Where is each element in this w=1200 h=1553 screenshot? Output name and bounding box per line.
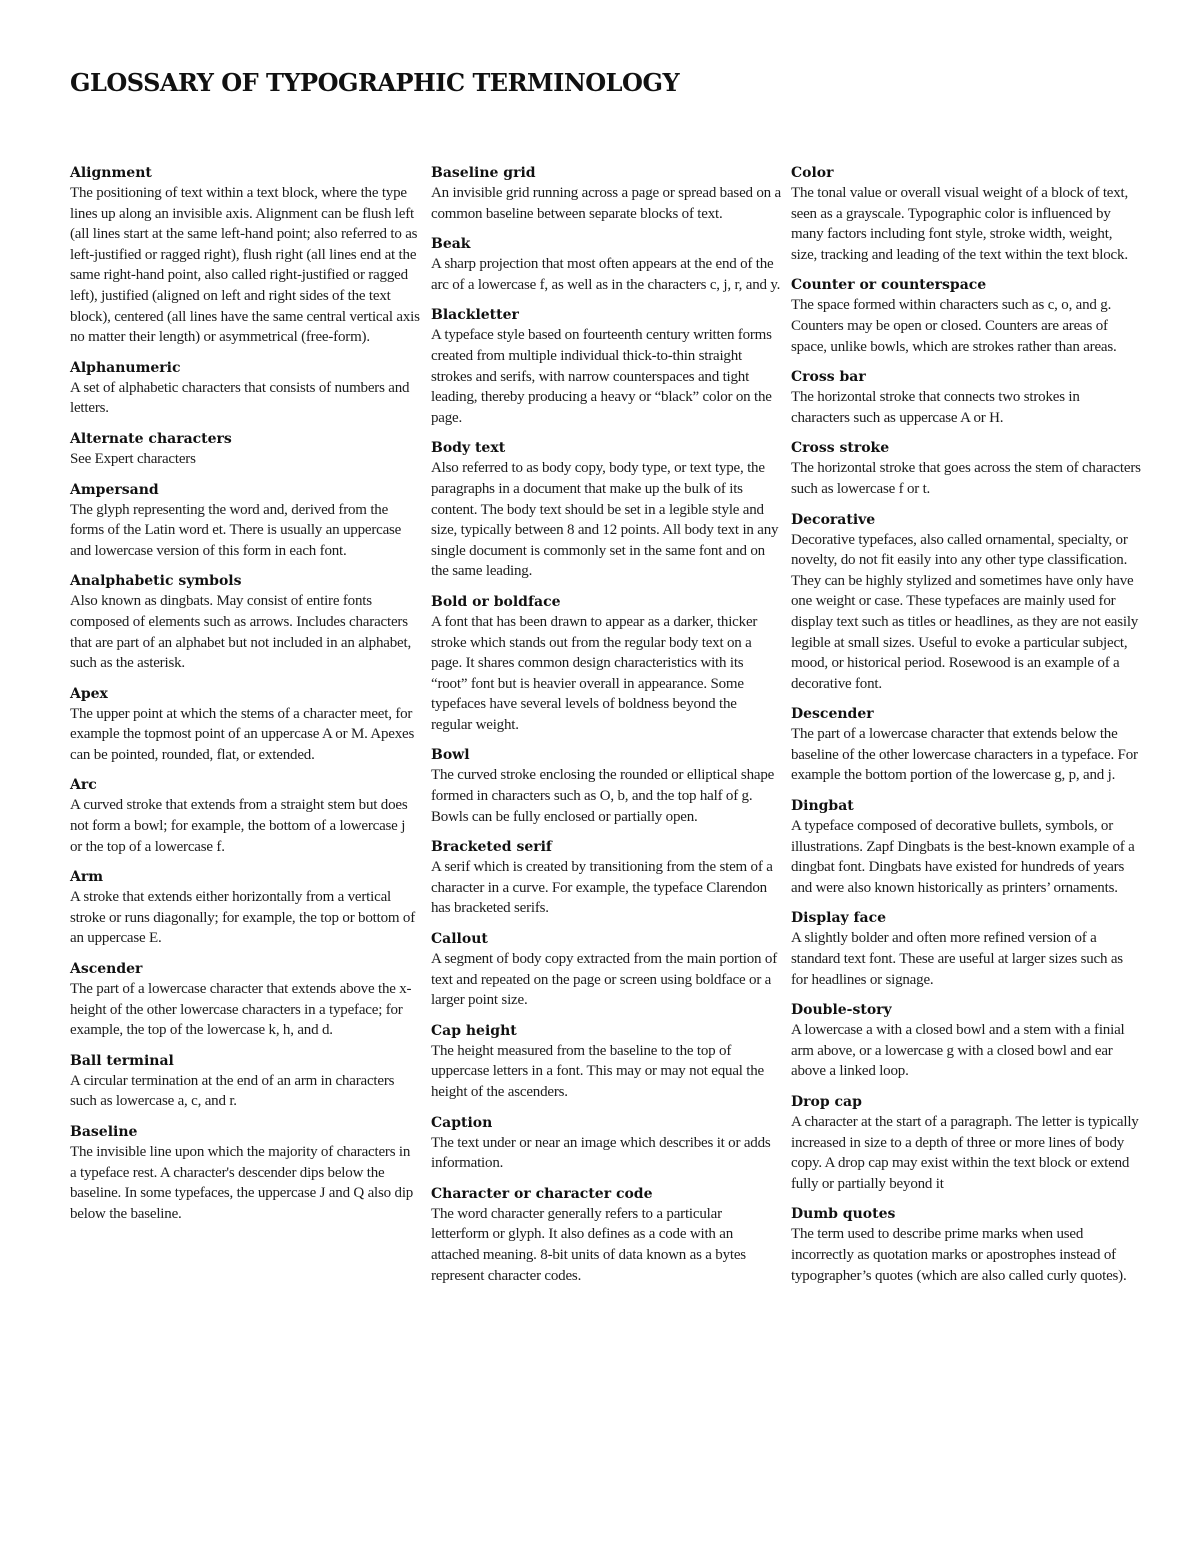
glossary-entry (431, 929, 781, 1011)
glossary-entry (791, 1092, 1141, 1194)
glossary-definition: A set of alphabetic characters that consists of numbers and letters. (70, 379, 410, 417)
glossary-definition: The curved stroke enclosing the rounded or elliptical shape formed in characters such as O, b, and the top half of g. Bowls can be fully enclosed or partially open. (431, 767, 775, 825)
glossary-term: Dingbat (791, 798, 854, 815)
glossary-term: Blackletter (431, 307, 519, 324)
glossary-entry (791, 438, 1141, 499)
glossary-entry (791, 275, 1141, 357)
glossary-term: Baseline (70, 1124, 138, 1140)
glossary-definition: A font that has been drawn to appear as a darker, thicker stroke which stands out from the regular body text on a page. It shares common design characteristics with its “root” font but is heavier overall in appearance. Some typefaces have several levels of boldness beyond the regular weight. (431, 613, 758, 733)
glossary-definition: A curved stroke that extends from a straight stem but does not form a bowl; for example, the bottom of a lowercase j or the top of a lowercase f. (70, 797, 408, 855)
glossary-definition: The upper point at which the stems of a character meet, for example the topmost point of an uppercase A or M. Apexes can be pointed, rounded, flat, or extended. (70, 705, 415, 763)
glossary-definition: A typeface composed of decorative bullets, symbols, or illustrations. Zapf Dingbats is the best-known example of a dingbat font. Dingbats have existed for hundreds of years and were also known historically as printers’ ornaments. (791, 818, 1135, 896)
glossary-term: Dumb quotes (791, 1206, 896, 1223)
glossary-definition: The space formed within characters such as c, o, and g. Counters may be open or closed. Counters are areas of space, unlike bowls, which are strokes rather than areas. (791, 297, 1117, 355)
glossary-definition: See Expert characters (70, 450, 196, 467)
glossary-definition: A segment of body copy extracted from the main portion of text and repeated on the page or screen using boldface or a larger point size. (431, 951, 778, 1009)
glossary-entry (791, 367, 1141, 428)
glossary-entry (431, 1113, 781, 1174)
glossary-entry (431, 163, 781, 224)
glossary-term: Callout (431, 931, 488, 948)
glossary-definition: A character at the start of a paragraph. The letter is typically increased in size to a depth of three or more lines of body copy. A drop cap may exist within the text block or extend fully or partially beyond it (791, 1114, 1139, 1192)
glossary-term: Bold or boldface (431, 593, 561, 610)
glossary-term: Apex (70, 685, 108, 702)
glossary-entry (431, 234, 781, 295)
glossary-term: Beak (431, 236, 471, 253)
glossary-definition: The part of a lowercase character that extends below the baseline of the other lowercase characters in a typeface. For example the bottom portion of the lowercase g, p, and j. (791, 726, 1138, 784)
glossary-definition: The part of a lowercase character that extends above the x-height of the other lowercase characters in a typeface; for example, the top of the lowercase k, h, and d. (70, 981, 412, 1039)
glossary-term: Bowl (431, 747, 470, 764)
glossary-term: Drop cap (791, 1094, 862, 1110)
glossary-entry (791, 163, 1141, 265)
glossary-term: Ascender (70, 961, 143, 978)
glossary-term: Counter or counterspace (791, 277, 987, 294)
glossary-entry (431, 1021, 781, 1103)
glossary-definition: The horizontal stroke that connects two strokes in characters such as uppercase A or H. (791, 389, 1080, 426)
glossary-definition: The word character generally refers to a particular letterform or glyph. It also defines as a code with an attached meaning. 8-bit units of data known as a bytes represent character codes. (431, 1205, 746, 1284)
glossary-entry (70, 480, 420, 562)
glossary-term: Decorative (791, 511, 876, 528)
glossary-entry (431, 837, 781, 919)
glossary-definition: The term used to describe prime marks when used incorrectly as quotation marks or apostrophes instead of typographer’s quotes (which are also called curly quotes). (791, 1226, 1127, 1284)
glossary-column-3 (791, 163, 1141, 1296)
glossary-entry (791, 1204, 1141, 1286)
glossary-term: Descender (791, 706, 874, 723)
glossary-term: Character or character code (431, 1185, 653, 1202)
glossary-definition: A serif which is created by transitioning from the stem of a character in a curve. For example, the typeface Clarendon has bracketed serifs. (431, 859, 773, 917)
glossary-term: Baseline grid (431, 165, 536, 181)
glossary-definition: The invisible line upon which the majority of characters in a typeface rest. A character's descender dips below the baseline. In some typefaces, the uppercase J and Q also dip below the baseline. (70, 1144, 414, 1222)
glossary-term: Arm (70, 869, 104, 886)
glossary-entry (791, 510, 1141, 695)
glossary-term: Body text (431, 440, 506, 457)
glossary-column-1 (70, 163, 420, 1234)
glossary-definition: A lowercase a with a closed bowl and a stem with a finial arm above, or a lowercase g with a closed bowl and ear above a linked loop. (791, 1022, 1125, 1080)
glossary-entry (70, 1122, 420, 1224)
glossary-entry (431, 1184, 781, 1286)
glossary-definition: A sharp projection that most often appears at the end of the arc of a lowercase f, as well as in the characters c, j, r, and y. (431, 256, 781, 293)
glossary-entry (431, 745, 781, 827)
glossary-entry (70, 684, 420, 766)
glossary-term: Alignment (70, 165, 152, 181)
glossary-definition: Also referred to as body copy, body type, or text type, the paragraphs in a document that make up the bulk of its content. The body text should be set in a legible style and size, typically between 8 and 12 points. All body text in any single document is commonly set in the same font and on the same leading. (431, 460, 779, 580)
glossary-term: Cap height (431, 1022, 517, 1039)
glossary-definition: A slightly bolder and often more refined version of a standard text font. These are useful at larger sizes such as for headlines or signage. (791, 930, 1123, 988)
glossary-entry (70, 775, 420, 857)
glossary-column-2 (431, 163, 781, 1296)
glossary-definition: The tonal value or overall visual weight of a block of text, seen as a grayscale. Typographic color is influenced by many factors including font style, stroke width, weight, size, tracking and leading of the text within the text block. (791, 185, 1129, 263)
glossary-entry (70, 1051, 420, 1112)
glossary-definition: A typeface style based on fourteenth century written forms created from multiple individual thick-to-thin straight strokes and serifs, with narrow counterspaces and tight leading, thereby producing a heavy or “black” color on the page. (431, 327, 772, 426)
glossary-term: Cross stroke (791, 440, 890, 457)
glossary-entry (70, 429, 420, 470)
glossary-term: Bracketed serif (431, 839, 552, 856)
glossary-term: Color (791, 165, 834, 181)
glossary-entry (791, 1000, 1141, 1082)
glossary-definition: The height measured from the baseline to the top of uppercase letters in a font. This may or may not equal the height of the ascenders. (431, 1042, 765, 1100)
glossary-term: Cross bar (791, 369, 866, 386)
glossary-entry (431, 305, 781, 428)
glossary-term: Alphanumeric (70, 359, 181, 376)
glossary-term: Ball terminal (70, 1052, 174, 1069)
glossary-definition: Decorative typefaces, also called ornamental, specialty, or novelty, do not fit easily into any other type classification. They can be highly stylized and sometimes have only have one weight or case. These typefaces are mainly used for display text such as titles or headlines, as they are not easily legible at small sizes. Useful to evoke a particular subject, mood, or historical period. Rosewood is an example of a decorative font. (791, 531, 1139, 692)
glossary-term: Ampersand (70, 481, 159, 498)
glossary-entry (70, 358, 420, 419)
glossary-entry (70, 163, 420, 348)
glossary-definition: The glyph representing the word and, derived from the forms of the Latin word et. There is usually an uppercase and lowercase version of this form in each font. (70, 501, 402, 559)
glossary-entry (431, 438, 781, 582)
glossary-definition: A stroke that extends either horizontally from a vertical stroke or runs diagonally; for example, the top or bottom of an uppercase E. (70, 889, 416, 947)
glossary-definition: A circular termination at the end of an arm in characters such as lowercase a, c, and r. (70, 1072, 395, 1110)
glossary-definition: The text under or near an image which describes it or adds information. (431, 1134, 771, 1172)
glossary-term: Double-story (791, 1002, 892, 1019)
glossary-entry (791, 908, 1141, 990)
glossary-definition: The horizontal stroke that goes across the stem of characters such as lowercase f or t. (791, 460, 1141, 497)
glossary-entry (791, 704, 1141, 786)
glossary-term: Analphabetic symbols (70, 573, 242, 590)
glossary-definition: The positioning of text within a text block, where the type lines up along an invisible axis. Alignment can be flush left (all lines start at the same left-hand point; also referred to as left-justified or ragged right), flush right (all lines end at the same right-hand point, also called right-justified or ragged left), justified (aligned on left and right sides of the text block), centered (all lines have the same central vertical axis no matter their length) or asymmetrical (free-form). (70, 185, 420, 346)
glossary-term: Display face (791, 910, 887, 927)
glossary-term: Alternate characters (70, 430, 232, 447)
glossary-entry (70, 571, 420, 673)
page-title: GLOSSARY OF TYPOGRAPHIC TERMINOLOGY (70, 68, 680, 97)
glossary-definition: An invisible grid running across a page or spread based on a common baseline between separate blocks of text. (431, 185, 781, 222)
glossary-entry (791, 796, 1141, 898)
glossary-entry (70, 867, 420, 949)
glossary-entry (431, 592, 781, 736)
glossary-term: Caption (431, 1114, 493, 1131)
glossary-term: Arc (70, 777, 97, 794)
glossary-entry (70, 959, 420, 1041)
glossary-definition: Also known as dingbats. May consist of entire fonts composed of elements such as arrows. Includes characters that are part of an alphabet but not included in an alphabet, such as the asterisk. (70, 593, 412, 672)
